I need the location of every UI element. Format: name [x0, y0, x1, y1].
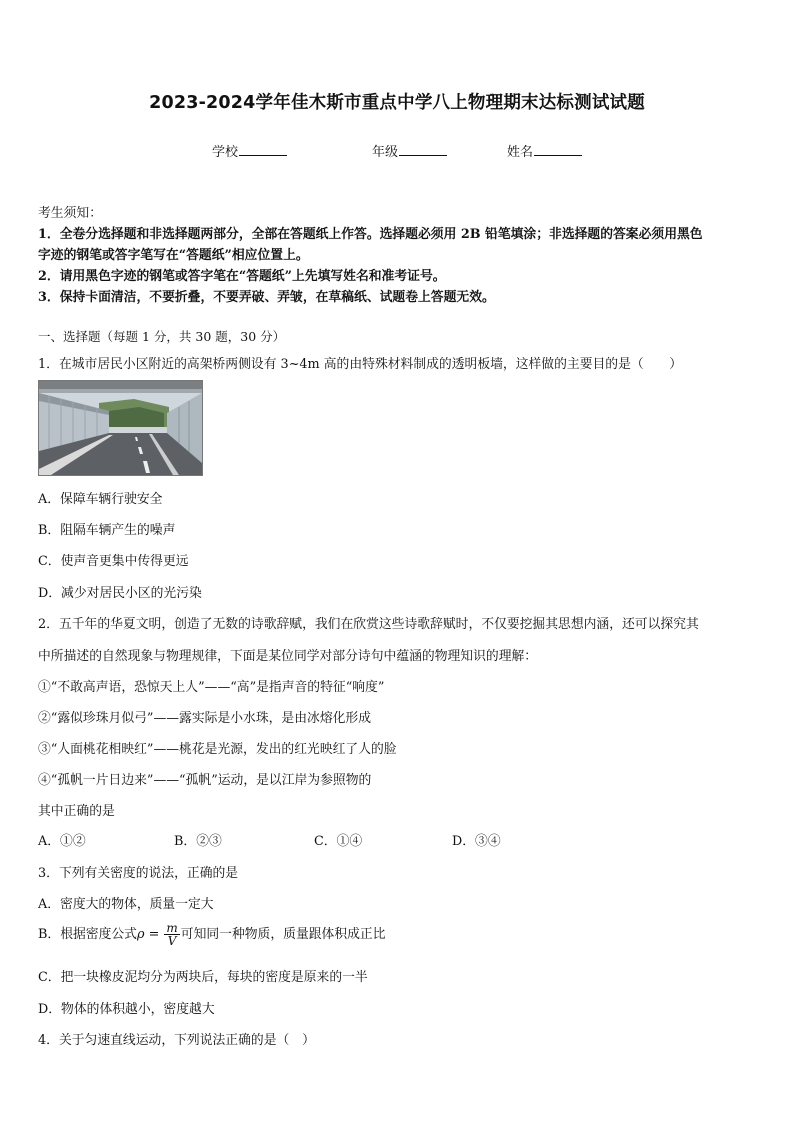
notice-item: 1．全卷分选择题和非选择题两部分，全部在答题纸上作答。选择题必须用 2B 铅笔填涂；非选择题的答案必须用黑色	[38, 227, 703, 242]
page-title: 2023-2024学年佳木斯市重点中学八上物理期末达标测试试题	[149, 93, 645, 113]
grade-blank	[399, 143, 447, 156]
question-3-option-b	[38, 922, 386, 947]
question-3-option-d: D．物体的体积越小，密度越大	[38, 1002, 215, 1017]
section-heading: 一、选择题（每题 1 分，共 30 题，30 分）	[38, 329, 286, 344]
question-2-stem-line-2: 中所描述的自然现象与物理规律，下面是某位同学对部分诗句中蕴涵的物理知识的理解：	[38, 649, 538, 664]
question-2-item-2: ②“露似珍珠月似弓”——露实际是小水珠，是由冰熔化形成	[38, 711, 372, 726]
question-2-item-1: ①“不敢高声语，恐惊天上人”——“高”是指声音的特征“响度”	[38, 680, 385, 695]
question-2-prompt: 其中正确的是	[38, 804, 115, 819]
density-fraction	[164, 922, 179, 947]
question-2-option-b: B．②③	[174, 834, 222, 849]
question-1-option-d: D．减少对居民小区的光污染	[38, 586, 202, 601]
question-1-option-c: C．使声音更集中传得更远	[38, 554, 189, 569]
fraction-numerator: m	[166, 921, 178, 935]
notice-heading: 考生须知：	[38, 206, 102, 221]
equals-sign: =	[144, 927, 164, 942]
question-2-stem-line-1: 2．五千年的华夏文明，创造了无数的诗歌辞赋，我们在欣赏这些诗歌辞赋时，不仅要挖掘其思想内涵，还可以探究其	[38, 617, 699, 632]
question-4-stem: 4．关于匀速直线运动，下列说法正确的是（ ）	[38, 1033, 315, 1048]
name-blank	[534, 143, 582, 156]
school-field	[212, 141, 287, 160]
question-2-option-d: D．③④	[452, 834, 501, 849]
fraction-denominator: V	[167, 934, 177, 948]
question-3-option-c: C．把一块橡皮泥均分为两块后，每块的密度是原来的一半	[38, 970, 368, 985]
question-3-stem: 3．下列有关密度的说法，正确的是	[38, 866, 239, 881]
question-3-option-a: A．密度大的物体，质量一定大	[38, 897, 214, 912]
school-blank	[239, 143, 287, 156]
highway-sound-barrier-image	[38, 380, 203, 476]
option-b-prefix: B．根据密度公式	[38, 927, 137, 942]
question-1-option-b: B．阻隔车辆产生的噪声	[38, 523, 176, 538]
notice-item: 3．保持卡面清洁，不要折叠，不要弄破、弄皱，在草稿纸、试题卷上答题无效。	[38, 290, 495, 305]
exam-notice	[38, 203, 758, 308]
question-2-item-4: ④“孤帆一片日边来”——“孤帆”运动，是以江岸为参照物的	[38, 773, 372, 788]
highway-photo-drawing	[39, 381, 202, 475]
notice-item: 字迹的钢笔或答字笔写在“答题纸”相应位置上。	[38, 248, 309, 263]
school-label: 学校	[212, 145, 239, 160]
question-2-option-a: A．①②	[38, 834, 86, 849]
option-b-suffix: 可知同一种物质，质量跟体积成正比	[180, 927, 386, 942]
name-label: 姓名	[507, 145, 534, 160]
density-symbol: ρ	[136, 927, 145, 942]
name-field	[507, 141, 582, 160]
notice-item: 2．请用黑色字迹的钢笔或答字笔在“答题纸”上先填写姓名和准考证号。	[38, 269, 446, 284]
question-2-item-3: ③“人面桃花相映红”——桃花是光源，发出的红光映红了人的脸	[38, 742, 397, 757]
question-1-stem: 1．在城市居民小区附近的高架桥两侧设有 3~4m 高的由特殊材料制成的透明板墙，这样做的主要目的是（ ）	[38, 357, 683, 372]
grade-label: 年级	[372, 145, 399, 160]
grade-field	[372, 141, 447, 160]
question-1-option-a: A．保障车辆行驶安全	[38, 492, 163, 507]
question-2-option-c: C．①④	[314, 834, 363, 849]
